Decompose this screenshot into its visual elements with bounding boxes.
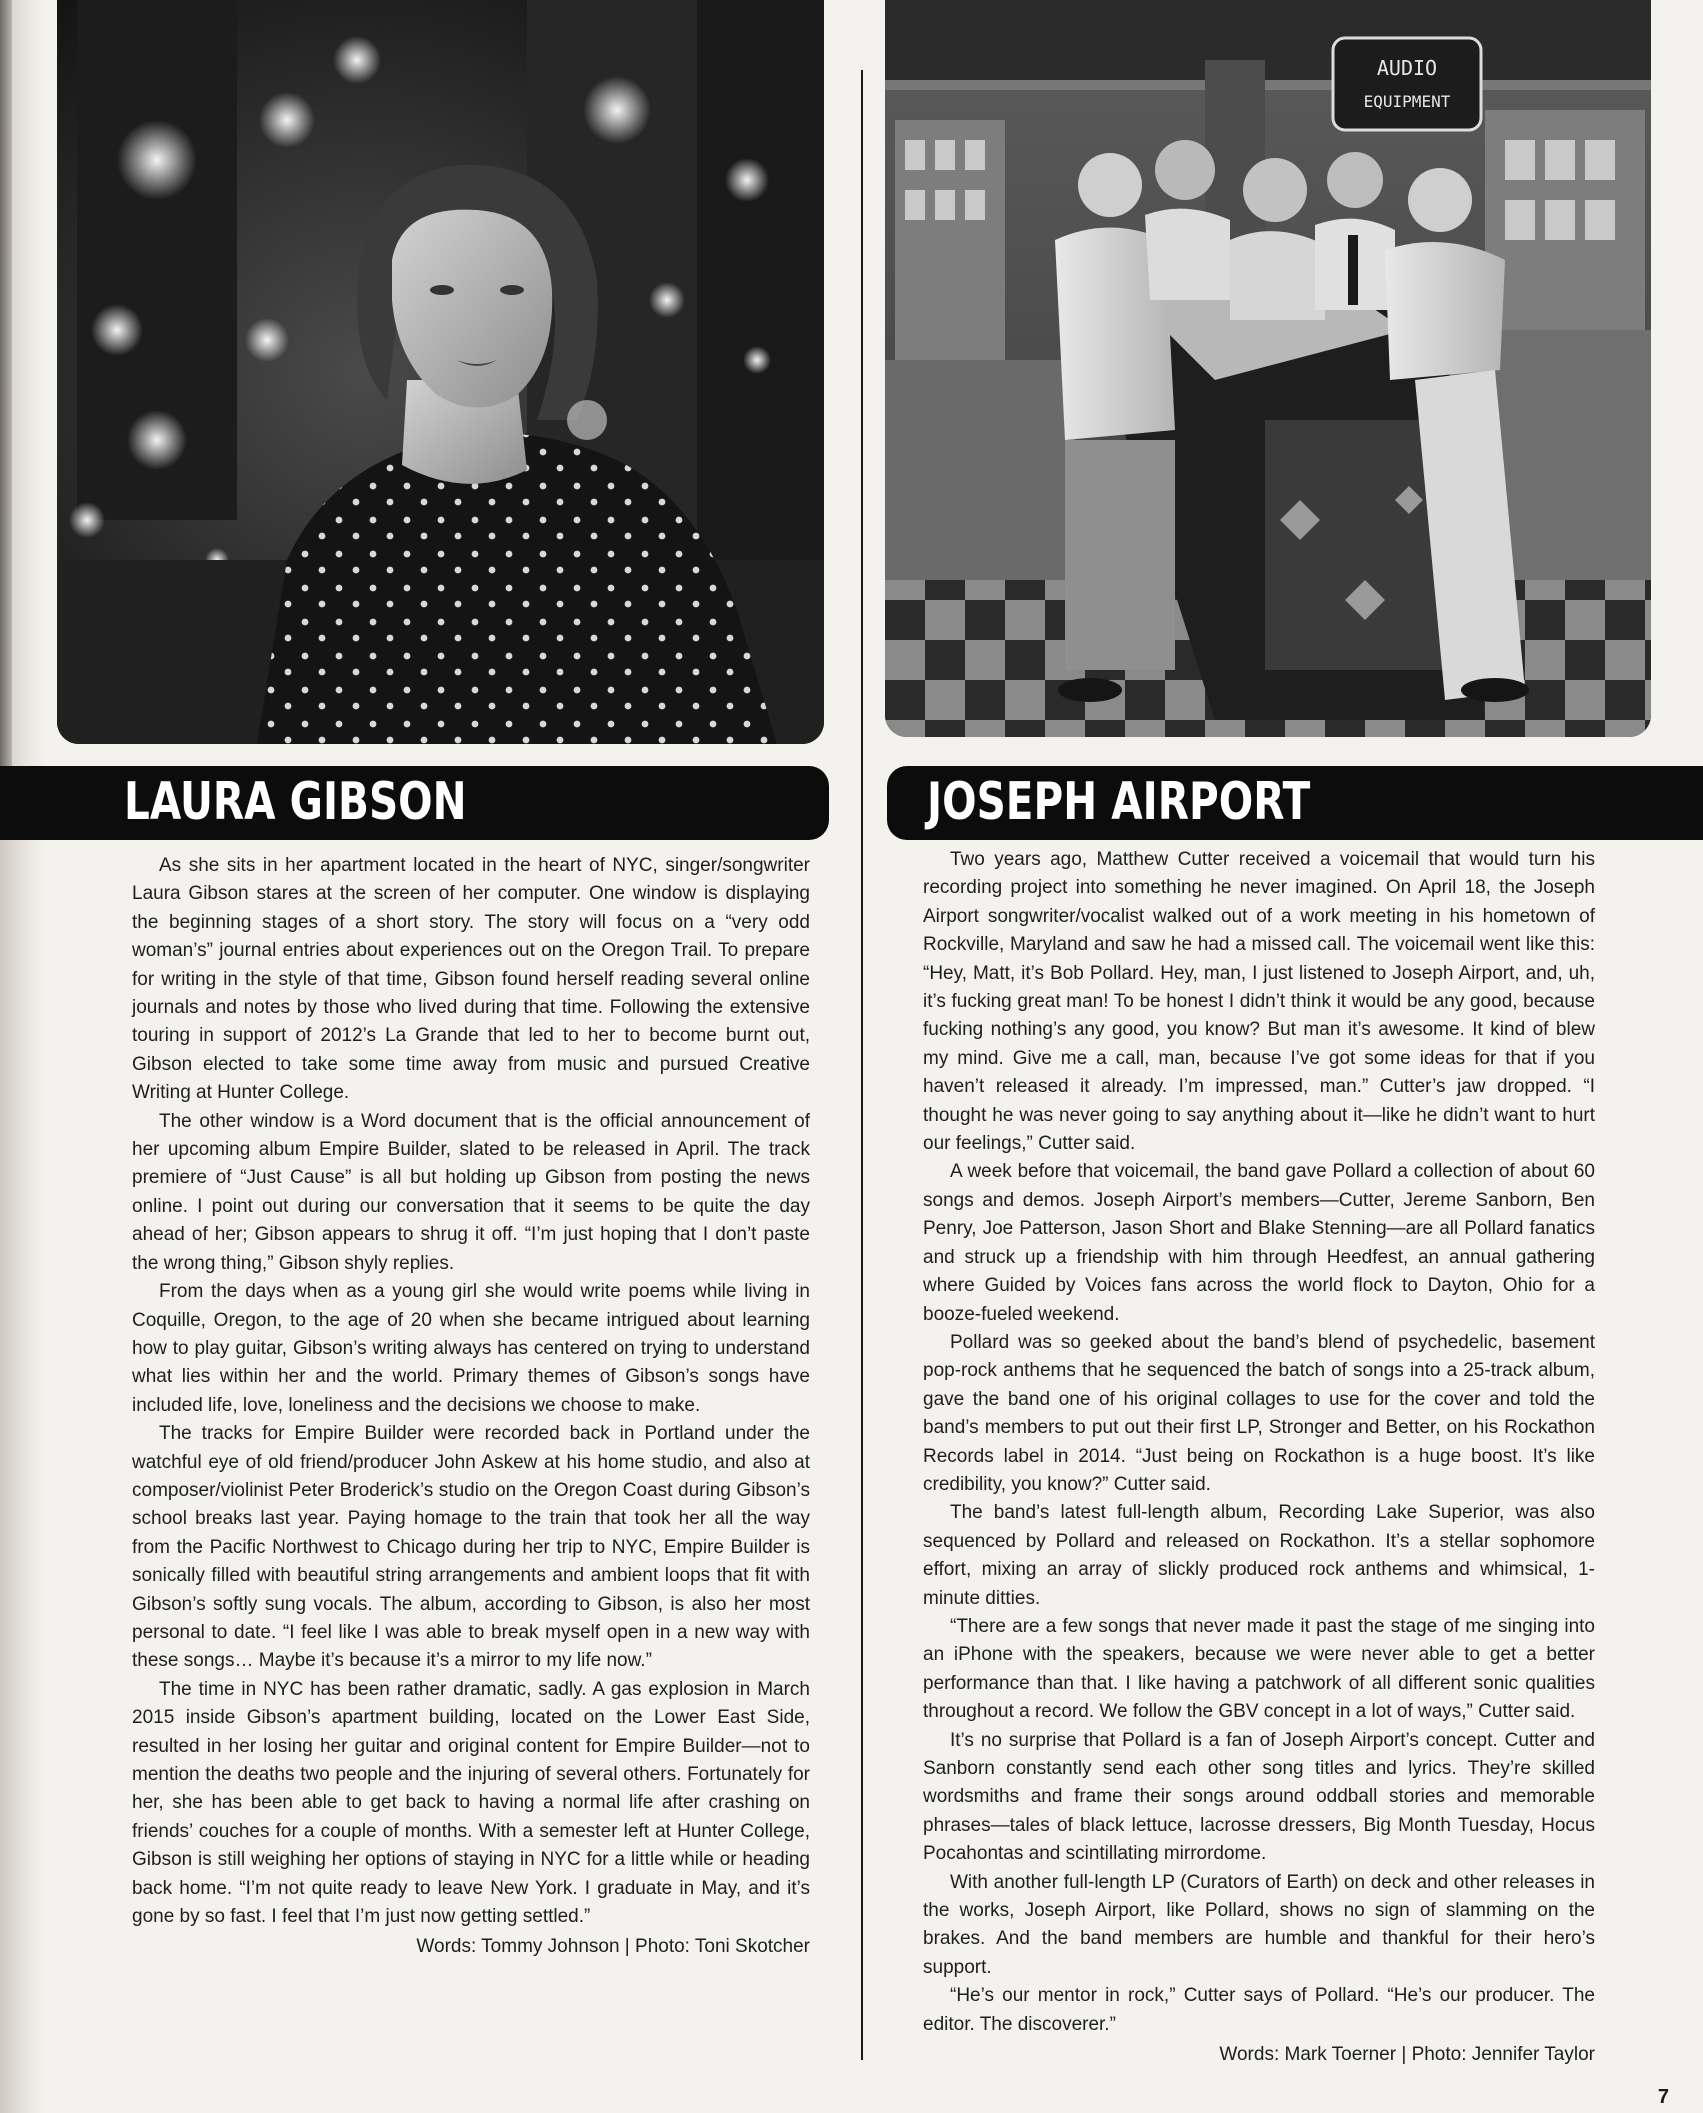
laura-gibson-title: LAURA GIBSON xyxy=(124,772,467,832)
joseph-airport-title: JOSEPH AIRPORT xyxy=(927,772,1311,832)
article-paragraph: With another full-length LP (Curators of Earth) on deck and other releases in the works, Joseph Airport, like Pollard, shows no sign of slamming on the brakes. And the band members are humble and thankful for their hero’s support. xyxy=(923,1871,1595,1978)
laura-gibson-photo xyxy=(57,0,824,744)
article-paragraph: The time in NYC has been rather dramatic, sadly. A gas explosion in March 2015 inside Gibson’s apartment building, located on the Lower East Side, resulted in her losing her guitar and original content for Empire Builder—not to mention the deaths two people and the injuring of several others. Fortunately for her, she has been able to get back to having a normal life after crashing on friends’ couches for a couple of months. With a semester left at Hunter College, Gibson is still weighing her options of staying in NYC for a little while or heading back home. “I’m not quite ready to leave New York. I graduate in May, and it’s gone by so fast. I feel that I’m just now getting settled.” xyxy=(132,1678,810,1928)
laura-gibson-article xyxy=(132,852,810,1962)
column-divider xyxy=(861,70,863,2060)
article-paragraph: “He’s our mentor in rock,” Cutter says of Pollard. “He’s our producer. The editor. The discoverer.” xyxy=(923,1985,1595,2035)
sign-line-2: EQUIPMENT xyxy=(1363,92,1451,111)
sign-line-1: AUDIO xyxy=(1376,56,1438,80)
article-paragraph: “There are a few songs that never made it past the stage of me singing into an iPhone with the speakers, because we were never able to get a better performance than that. I like having a patchwork of all different sonic qualities throughout a record. We follow the GBV concept in a lot of ways,” Cutter said. xyxy=(923,1615,1595,1723)
article-paragraph: The band’s latest full-length album, Recording Lake Superior, was also sequenced by Pollard and released on Rockathon. It’s a stellar sophomore effort, mixing an array of slickly produced rock anthems and whimsical, 1-minute ditties. xyxy=(923,1502,1595,1609)
article-paragraph: It’s no surprise that Pollard is a fan of Joseph Airport’s concept. Cutter and Sanborn constantly send each other song titles and lyrics. They’re skilled wordsmiths and frame their songs around oddball stories and memorable phrases—tales of black lettuce, lacrosse dressers, Big Month Tuesday, Hocus Pocahontas and scintillating mirrordome. xyxy=(923,1729,1595,1865)
article-paragraph: As she sits in her apartment located in the heart of NYC, singer/songwriter Laura Gibson stares at the screen of her computer. One window is displaying the beginning stages of a short story. The story will focus on a “very odd woman’s” journal entries about experiences out on the Oregon Trail. To prepare for writing in the style of that time, Gibson found herself reading several online journals and notes by those who lived during that time. Following the extensive touring in support of 2012’s La Grande that led to her to become burnt out, Gibson elected to take some time away from music and pursued Creative Writing at Hunter College. xyxy=(132,855,810,1104)
laura-gibson-credit: Words: Tommy Johnson | Photo: Toni Skotcher xyxy=(416,1936,810,1958)
article-paragraph: From the days when as a young girl she would write poems while living in Coquille, Oregon, to the age of 20 when she became intrigued about learning how to play guitar, Gibson’s writing always has centered on trying to understand what lies within her and the world. Primary themes of Gibson’s songs have included life, love, loneliness and the decisions we choose to make. xyxy=(132,1281,810,1416)
article-paragraph: Pollard was so geeked about the band’s blend of psychedelic, basement pop-rock anthems that he sequenced the batch of songs into a 25-track album, gave the band one of his original collages to use for the cover and told the band’s members to put out their first LP, Stronger and Better, on his Rockathon Records label in 2014. “Just being on Rockathon is a huge boost. It’s like credibility, you know?” Cutter said. xyxy=(923,1331,1595,1495)
article-paragraph: The tracks for Empire Builder were recorded back in Portland under the watchful eye of old friend/producer John Askew at his home studio, and also at composer/violinist Peter Broderick’s studio on the Oregon Coast during Gibson’s school breaks last year. Paying homage to the train that took her all the way from the Pacific Northwest to Chicago during her trip to NYC, Empire Builder is sonically filled with beautiful string arrangements and ambient loops that fit with Gibson’s softly sung vocals. The album, according to Gibson, is also her most personal to date. “I feel like I was able to break myself open in a new way with these songs… Maybe it’s because it’s a mirror to my life now.” xyxy=(132,1423,810,1672)
joseph-airport-credit: Words: Mark Toerner | Photo: Jennifer Taylor xyxy=(1219,2044,1595,2066)
audio-equipment-sign xyxy=(1333,38,1481,130)
article-paragraph: A week before that voicemail, the band gave Pollard a collection of about 60 songs and demos. Joseph Airport’s members—Cutter, Jereme Sanborn, Ben Penry, Joe Patterson, Jason Short and Blake Stenning—are all Pollard fanatics and struck up a friendship with him through Heedfest, an annual gathering where Guided by Voices fans across the world flock to Dayton, Ohio for a booze-fueled weekend. xyxy=(923,1161,1595,1325)
joseph-airport-article xyxy=(923,846,1595,2069)
joseph-airport-photo xyxy=(885,0,1651,737)
page-number: 7 xyxy=(1657,2086,1669,2108)
laura-gibson-banner xyxy=(0,766,829,840)
article-paragraph: The other window is a Word document that is the official announcement of her upcoming album Empire Builder, slated to be released in April. The track premiere of “Just Cause” is all but holding up Gibson from posting the news online. I point out during our conversation that it seems to be quite the day ahead of her; Gibson appears to shrug it off. “I’m just hoping that I don’t paste the wrong thing,” Gibson shyly replies. xyxy=(132,1110,810,1274)
article-paragraph: Two years ago, Matthew Cutter received a voicemail that would turn his recording project into something he never imagined. On April 18, the Joseph Airport songwriter/vocalist walked out of a work meeting in his hometown of Rockville, Maryland and saw he had a missed call. The voicemail went like this: “Hey, Matt, it’s Bob Pollard. Hey, man, I just listened to Joseph Airport, and, uh, it’s fucking great man! To be honest I didn’t think it would be any good, because fucking nothing’s any good, you know? But man it’s awesome. It kind of blew my mind. Give me a call, man, because I’ve got some ideas for that if you haven’t released it already. I’m impressed, man.” Cutter’s jaw dropped. “I thought he was never going to say anything about it—like he didn’t want to hurt our feelings,” Cutter said. xyxy=(923,849,1595,1155)
joseph-airport-banner xyxy=(887,766,1703,840)
scan-edge-dark xyxy=(0,0,12,770)
